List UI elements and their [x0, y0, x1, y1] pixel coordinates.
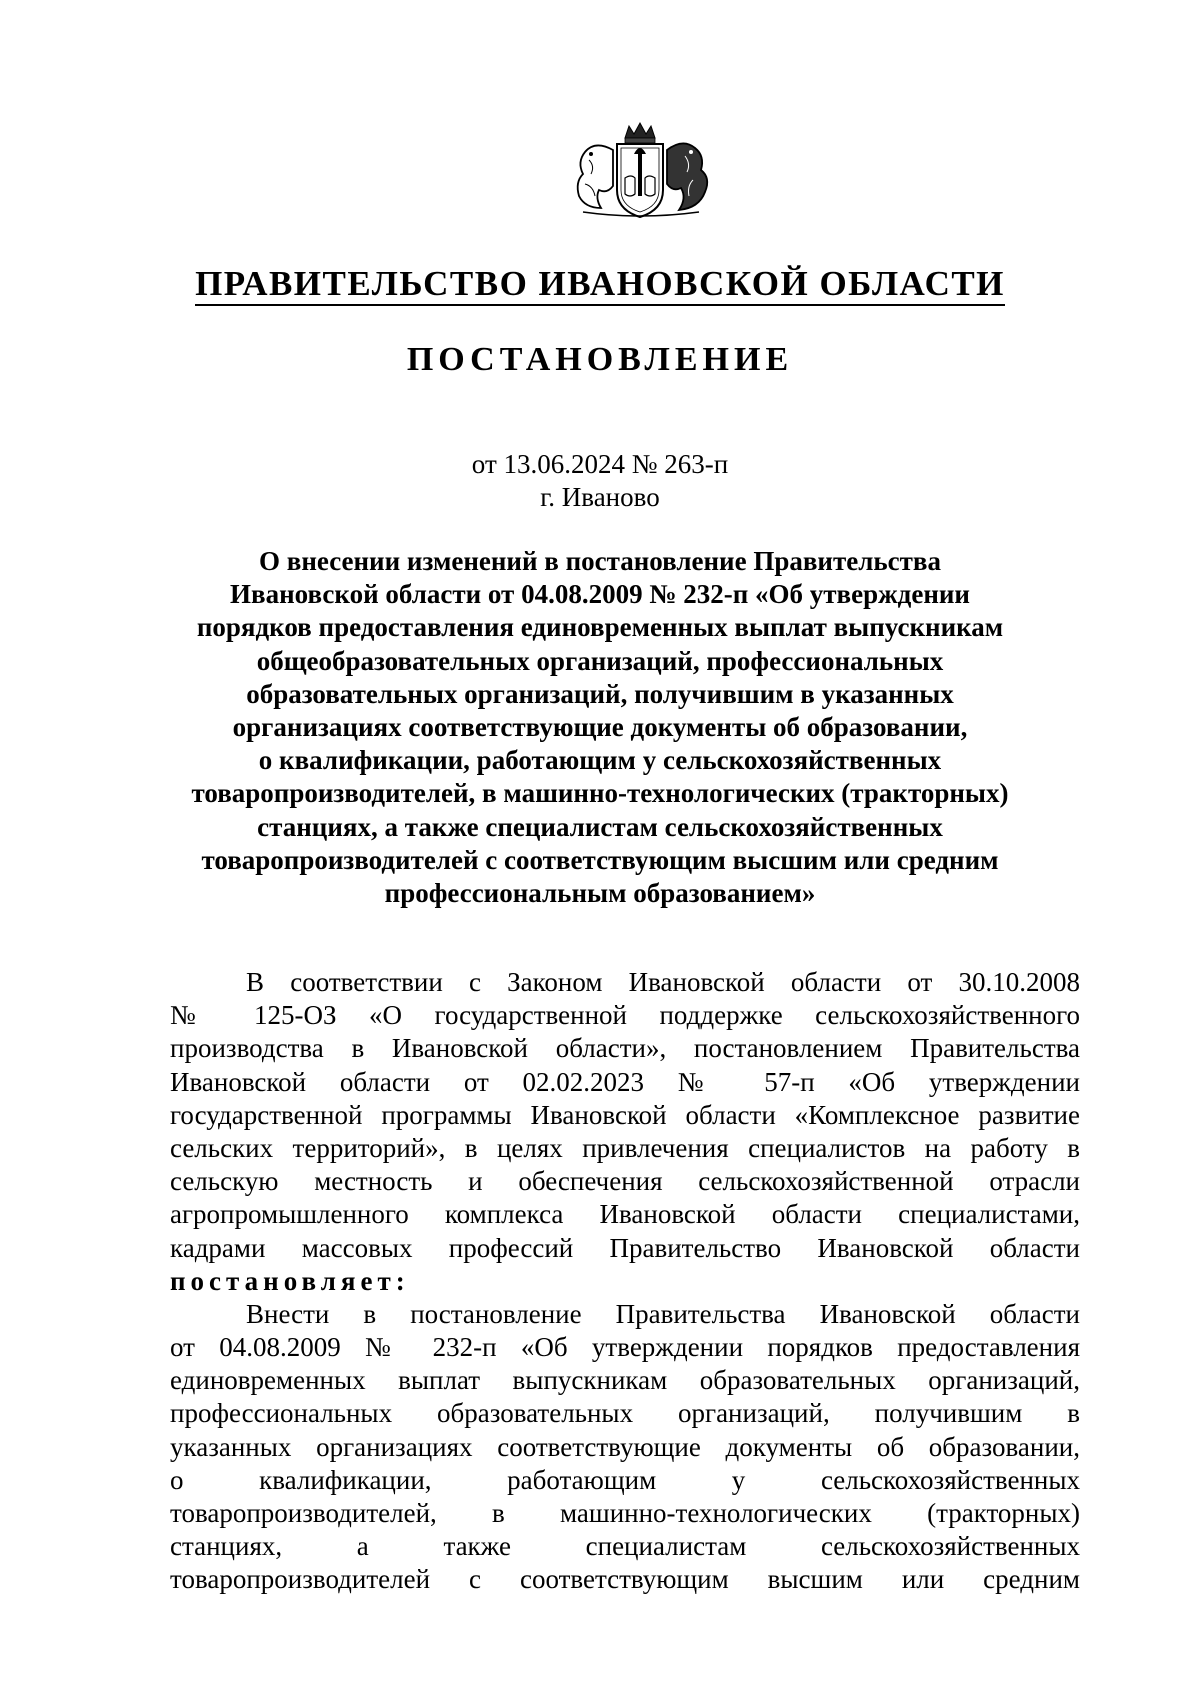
- government-title: [0, 262, 1200, 306]
- body-line: о квалификации, работающим у сельскохозяйственных: [170, 1464, 1080, 1495]
- body-line: профессиональных образовательных организаций, получившим в: [170, 1398, 1080, 1429]
- body-line: Внести в постановление Правительства Ивановской области: [246, 1298, 1080, 1329]
- body-line: Ивановской области от 02.02.2023 № 57-п «Об утверждении: [170, 1066, 1080, 1097]
- body-line: указанных организациях соответствующие документы об образовании,: [170, 1431, 1080, 1462]
- body-line: товаропроизводителей с соответствующим высшим или средним: [170, 1564, 1080, 1595]
- body-line: агропромышленного комплекса Ивановской области специалистами,: [170, 1199, 1080, 1230]
- subject-line: профессиональным образованием»: [384, 878, 816, 909]
- body-line: сельскую местность и обеспечения сельскохозяйственной отрасли: [170, 1166, 1080, 1197]
- document-date-number: от 13.06.2024 № 263-п: [471, 449, 729, 479]
- government-title-text: ПРАВИТЕЛЬСТВО ИВАНОВСКОЙ ОБЛАСТИ: [195, 264, 1005, 306]
- subject-line: общеобразовательных организаций, профессиональных: [256, 645, 944, 676]
- body-line: от 04.08.2009 № 232-п «Об утверждении порядков предоставления: [170, 1332, 1080, 1363]
- document-subject: [180, 545, 1020, 910]
- document-type: ПОСТАНОВЛЕНИЕ: [406, 341, 794, 378]
- subject-line: Ивановской области от 04.08.2009 № 232-п «Об утверждении: [230, 579, 970, 610]
- subject-line: порядков предоставления единовременных выплат выпускникам: [196, 612, 1004, 643]
- body-line: сельских территорий», в целях привлечения специалистов на работу в: [170, 1132, 1080, 1163]
- subject-line: образовательных организаций, получившим в указанных: [246, 678, 954, 709]
- document-body: [170, 966, 1080, 1597]
- subject-line: о квалификации, работающим у сельскохозяйственных: [258, 745, 942, 776]
- body-line: единовременных выплат выпускникам образовательных организаций,: [170, 1365, 1080, 1396]
- resolves-word: постановляет:: [170, 1265, 410, 1296]
- body-line: № 125-ОЗ «О государственной поддержке сельскохозяйственного: [170, 1000, 1080, 1031]
- body-line: производства в Ивановской области», постановлением Правительства: [170, 1033, 1080, 1064]
- body-line: станциях, а также специалистам сельскохозяйственных: [170, 1531, 1080, 1562]
- body-line: товаропроизводителей, в машинно-технологических (тракторных): [170, 1498, 1080, 1528]
- document-meta: [0, 448, 1200, 514]
- subject-line: товаропроизводителей, в машинно-технологических (тракторных): [191, 778, 1009, 809]
- body-line: В соответствии с Законом Ивановской области от 30.10.2008: [246, 967, 1080, 997]
- ivanovo-coat-of-arms-icon: [555, 120, 725, 220]
- subject-line: станциях, а также специалистам сельскохозяйственных: [257, 811, 943, 842]
- document-city: г. Иваново: [540, 482, 660, 512]
- subject-line: О внесении изменений в постановление Правительства: [259, 546, 941, 576]
- subject-line: организациях соответствующие документы об образовании,: [232, 712, 968, 743]
- body-line-resolves: [170, 1265, 1080, 1298]
- body-line: государственной программы Ивановской области «Комплексное развитие: [170, 1099, 1080, 1130]
- body-line: кадрами массовых профессий Правительство Ивановской области: [170, 1232, 1080, 1263]
- subject-line: товаропроизводителей с соответствующим высшим или средним: [201, 844, 999, 875]
